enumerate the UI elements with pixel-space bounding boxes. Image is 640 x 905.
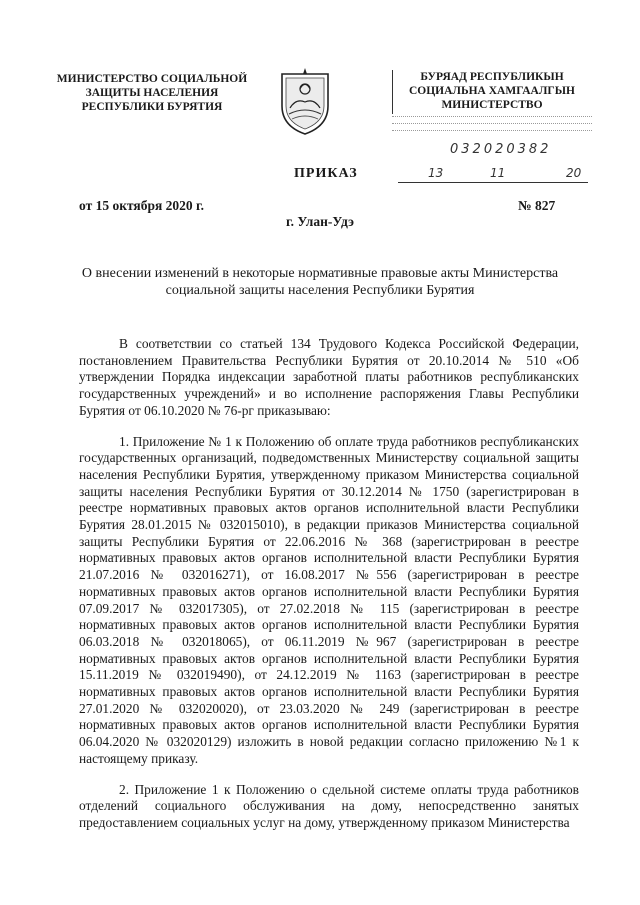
order-city: г. Улан-Удэ — [286, 214, 354, 229]
ministry-ru-line: ЗАЩИТЫ НАСЕЛЕНИЯ — [85, 87, 219, 99]
paragraph-preamble: В соответствии со статьей 134 Трудового Кодекса Российской Федерации, постановлением Правительства Республики Бурятия от 20.10.2014 № 510 «Об утверждении Порядка индексации заработной платы работников республиканских государственных учреждений» и во исполнение распоряжения Главы Республики Бурятия от 06.10.2020 № 76-рг приказываю: — [79, 336, 579, 418]
ministry-bur-line: БУРЯАД РЕСПУБЛИКЫН — [420, 71, 564, 83]
stamp-faded-text — [392, 116, 592, 134]
registration-date-day: 13 — [428, 166, 444, 180]
order-number: № 827 — [518, 198, 556, 213]
stamp-border — [392, 70, 589, 114]
ministry-ru-line: РЕСПУБЛИКИ БУРЯТИЯ — [81, 101, 223, 113]
order-subject: О внесении изменений в некоторые нормативные правовые акты Министерства социальной защиты населения Республики Бурятия — [81, 266, 559, 298]
coat-of-arms-icon — [276, 66, 334, 136]
ministry-name-russian — [52, 72, 252, 114]
order-body — [79, 336, 579, 832]
registration-date-month: 11 — [490, 166, 506, 180]
registration-date-year: 20 — [566, 166, 582, 180]
ministry-ru-line: МИНИСТЕРСТВО СОЦИАЛЬНОЙ — [56, 73, 248, 85]
registration-stamp-block — [392, 70, 592, 180]
registration-number: 032020382 — [450, 142, 552, 157]
ministry-bur-line: МИНИСТЕРСТВО — [441, 99, 543, 111]
paragraph-item-2: 2. Приложение 1 к Положению о сдельной системе оплаты труда работников отделений социального обслуживания на дому, непосредственно занятых предоставлением социальных услуг на дому, утвержденному приказом Министерства — [79, 781, 579, 830]
order-title: ПРИКАЗ — [294, 166, 358, 181]
order-date: от 15 октября 2020 г. — [79, 198, 205, 213]
paragraph-item-1: 1. Приложение № 1 к Положению об оплате труда работников республиканских государственных организаций, подведомственных Министерству социальной защиты населения Республики Бурятия, утвержденному приказом Министерства социальной защиты населения Республики Бурятия от 30.12.2014 № 1750 (зарегистрирован в реестре нормативных правовых актов органов исполнительной власти Республики Бурятия 28.01.2015 № 032015010), в редакции приказов Министерства социальной защиты Республики Бурятия от 22.06.2016 № 368 (зарегистрирован в реестре нормативных правовых актов органов исполнительной власти Республики Бурятия 21.07.2016 № 032016271), от 16.08.2017 №556 (зарегистрирован в реестре нормативных правовых актов органов исполнительной власти Республики Бурятия 07.09.2017 № 032017305), от 27.02.2018 № 115 (зарегистрирован в реестре нормативных правовых актов органов исполнительной власти Республики Бурятия 06.03.2018 № 032018065), от 06.11.2019 №967 (зарегистрирован в реестре нормативных правовых актов органов исполнительной власти Республики Бурятия 15.11.2019 № 032019490), от 24.12.2019 № 1163 (зарегистрирован в реестре нормативных правовых актов органов исполнительной власти Республики Бурятия 27.01.2020 № 032020020), от 23.03.2020 № 249 (зарегистрирован в реестре нормативных правовых актов органов исполнительной власти Республики Бурятия 06.04.2020 № 032020129) изложить в новой редакции согласно приложению №1 к настоящему приказу. — [79, 433, 579, 766]
ministry-bur-line: СОЦИАЛЬНА ХАМГААЛГЫН — [408, 85, 575, 97]
registration-date — [398, 166, 588, 183]
